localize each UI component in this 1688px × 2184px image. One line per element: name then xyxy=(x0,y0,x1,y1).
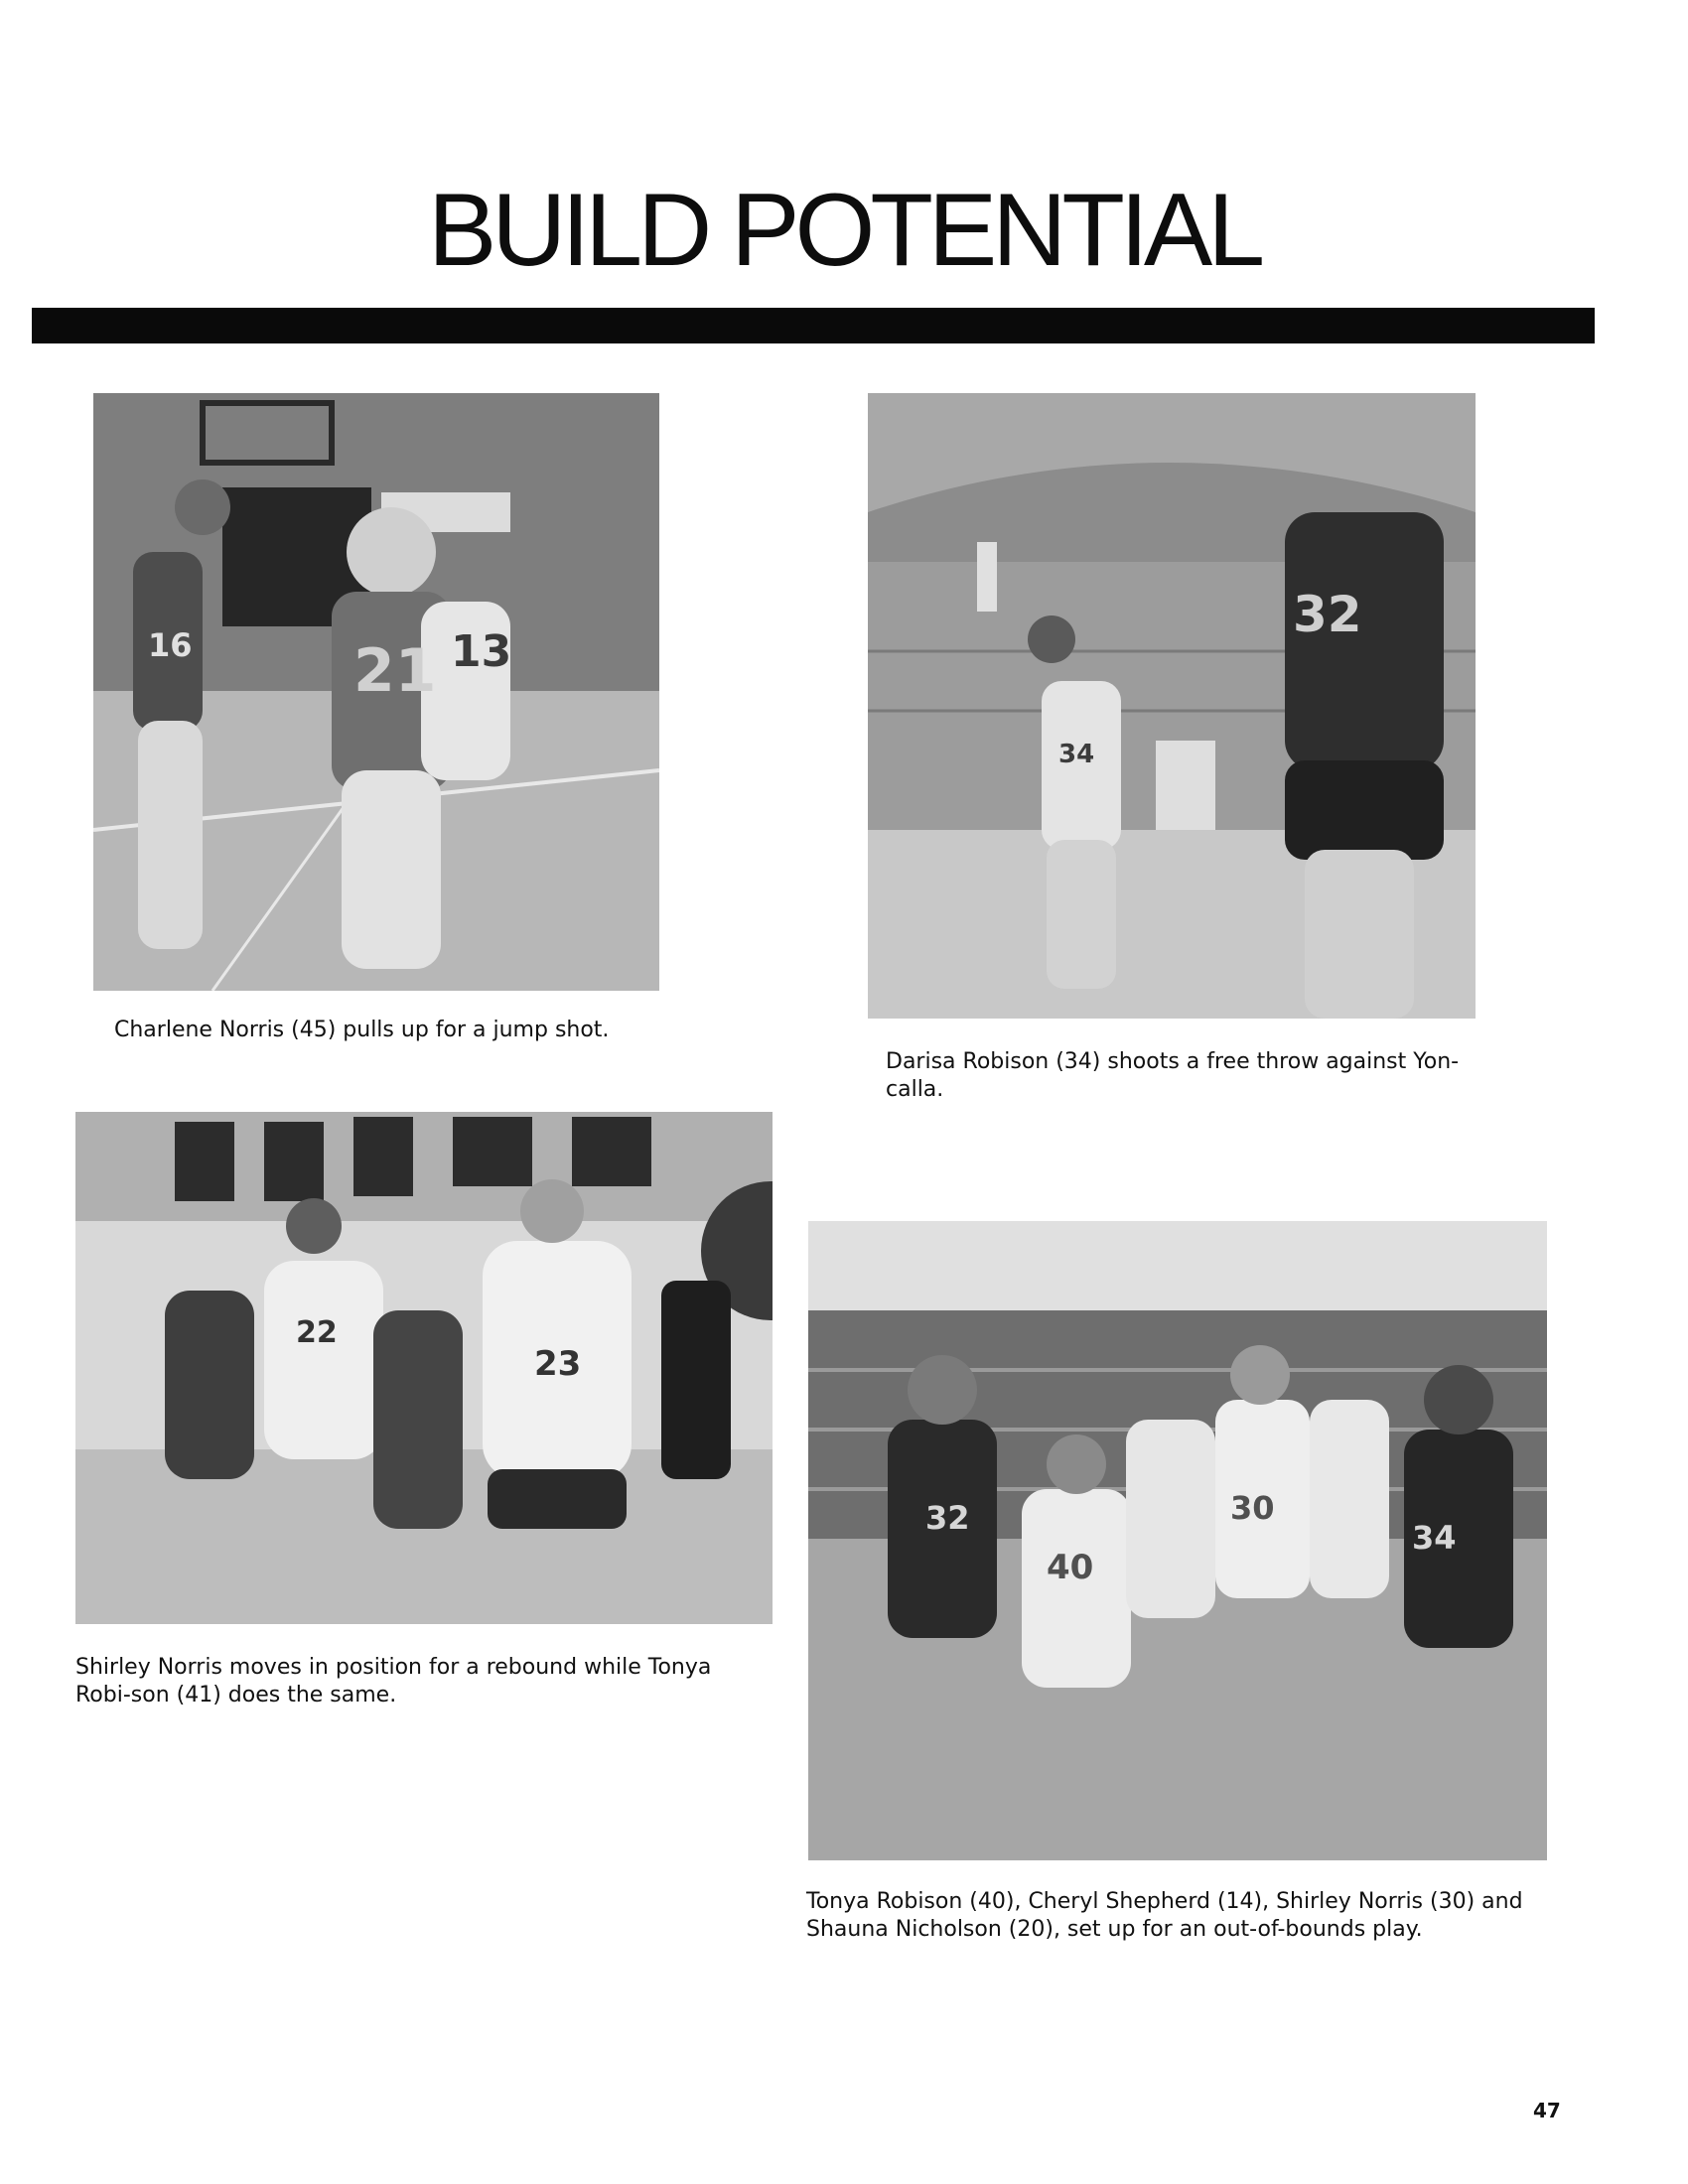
jersey-number: 34 xyxy=(1412,1519,1457,1557)
photo-caption: Darisa Robison (34) shoots a free throw against Yon-calla. xyxy=(886,1049,1460,1102)
page-title: BUILD POTENTIAL xyxy=(427,173,1261,288)
photo-out-of-bounds xyxy=(808,1221,1547,1860)
jersey-number: 34 xyxy=(1058,740,1095,769)
jersey-number: 32 xyxy=(1293,586,1362,643)
photo-free-throw xyxy=(868,393,1476,1019)
jersey-number: 21 xyxy=(353,636,437,706)
jersey-number: 22 xyxy=(296,1315,338,1350)
photo-caption: Charlene Norris (45) pulls up for a jump shot. xyxy=(114,1018,610,1042)
page-number: 47 xyxy=(1533,2099,1561,2122)
title-rule xyxy=(32,308,1595,343)
photo-rebound xyxy=(75,1112,773,1624)
photo-caption: Tonya Robison (40), Cheryl Shepherd (14), Shirley Norris (30) and Shauna Nicholson (20), set up for an out-of-bounds play. xyxy=(806,1889,1523,1942)
photo-caption: Shirley Norris moves in position for a rebound while Tonya Robi-son (41) does the same. xyxy=(75,1655,712,1707)
photo-rebound-image xyxy=(75,1112,773,1624)
photo-free-throw-image xyxy=(868,393,1476,1019)
jersey-number: 40 xyxy=(1047,1548,1094,1587)
photo-out-of-bounds-image xyxy=(808,1221,1547,1860)
photo-jump-shot-image xyxy=(93,393,659,991)
jersey-number: 23 xyxy=(534,1344,582,1384)
photo-jump-shot xyxy=(93,393,659,991)
jersey-number: 30 xyxy=(1230,1489,1275,1527)
jersey-number: 32 xyxy=(925,1499,970,1537)
jersey-number: 13 xyxy=(451,626,512,677)
jersey-number: 16 xyxy=(148,626,193,664)
